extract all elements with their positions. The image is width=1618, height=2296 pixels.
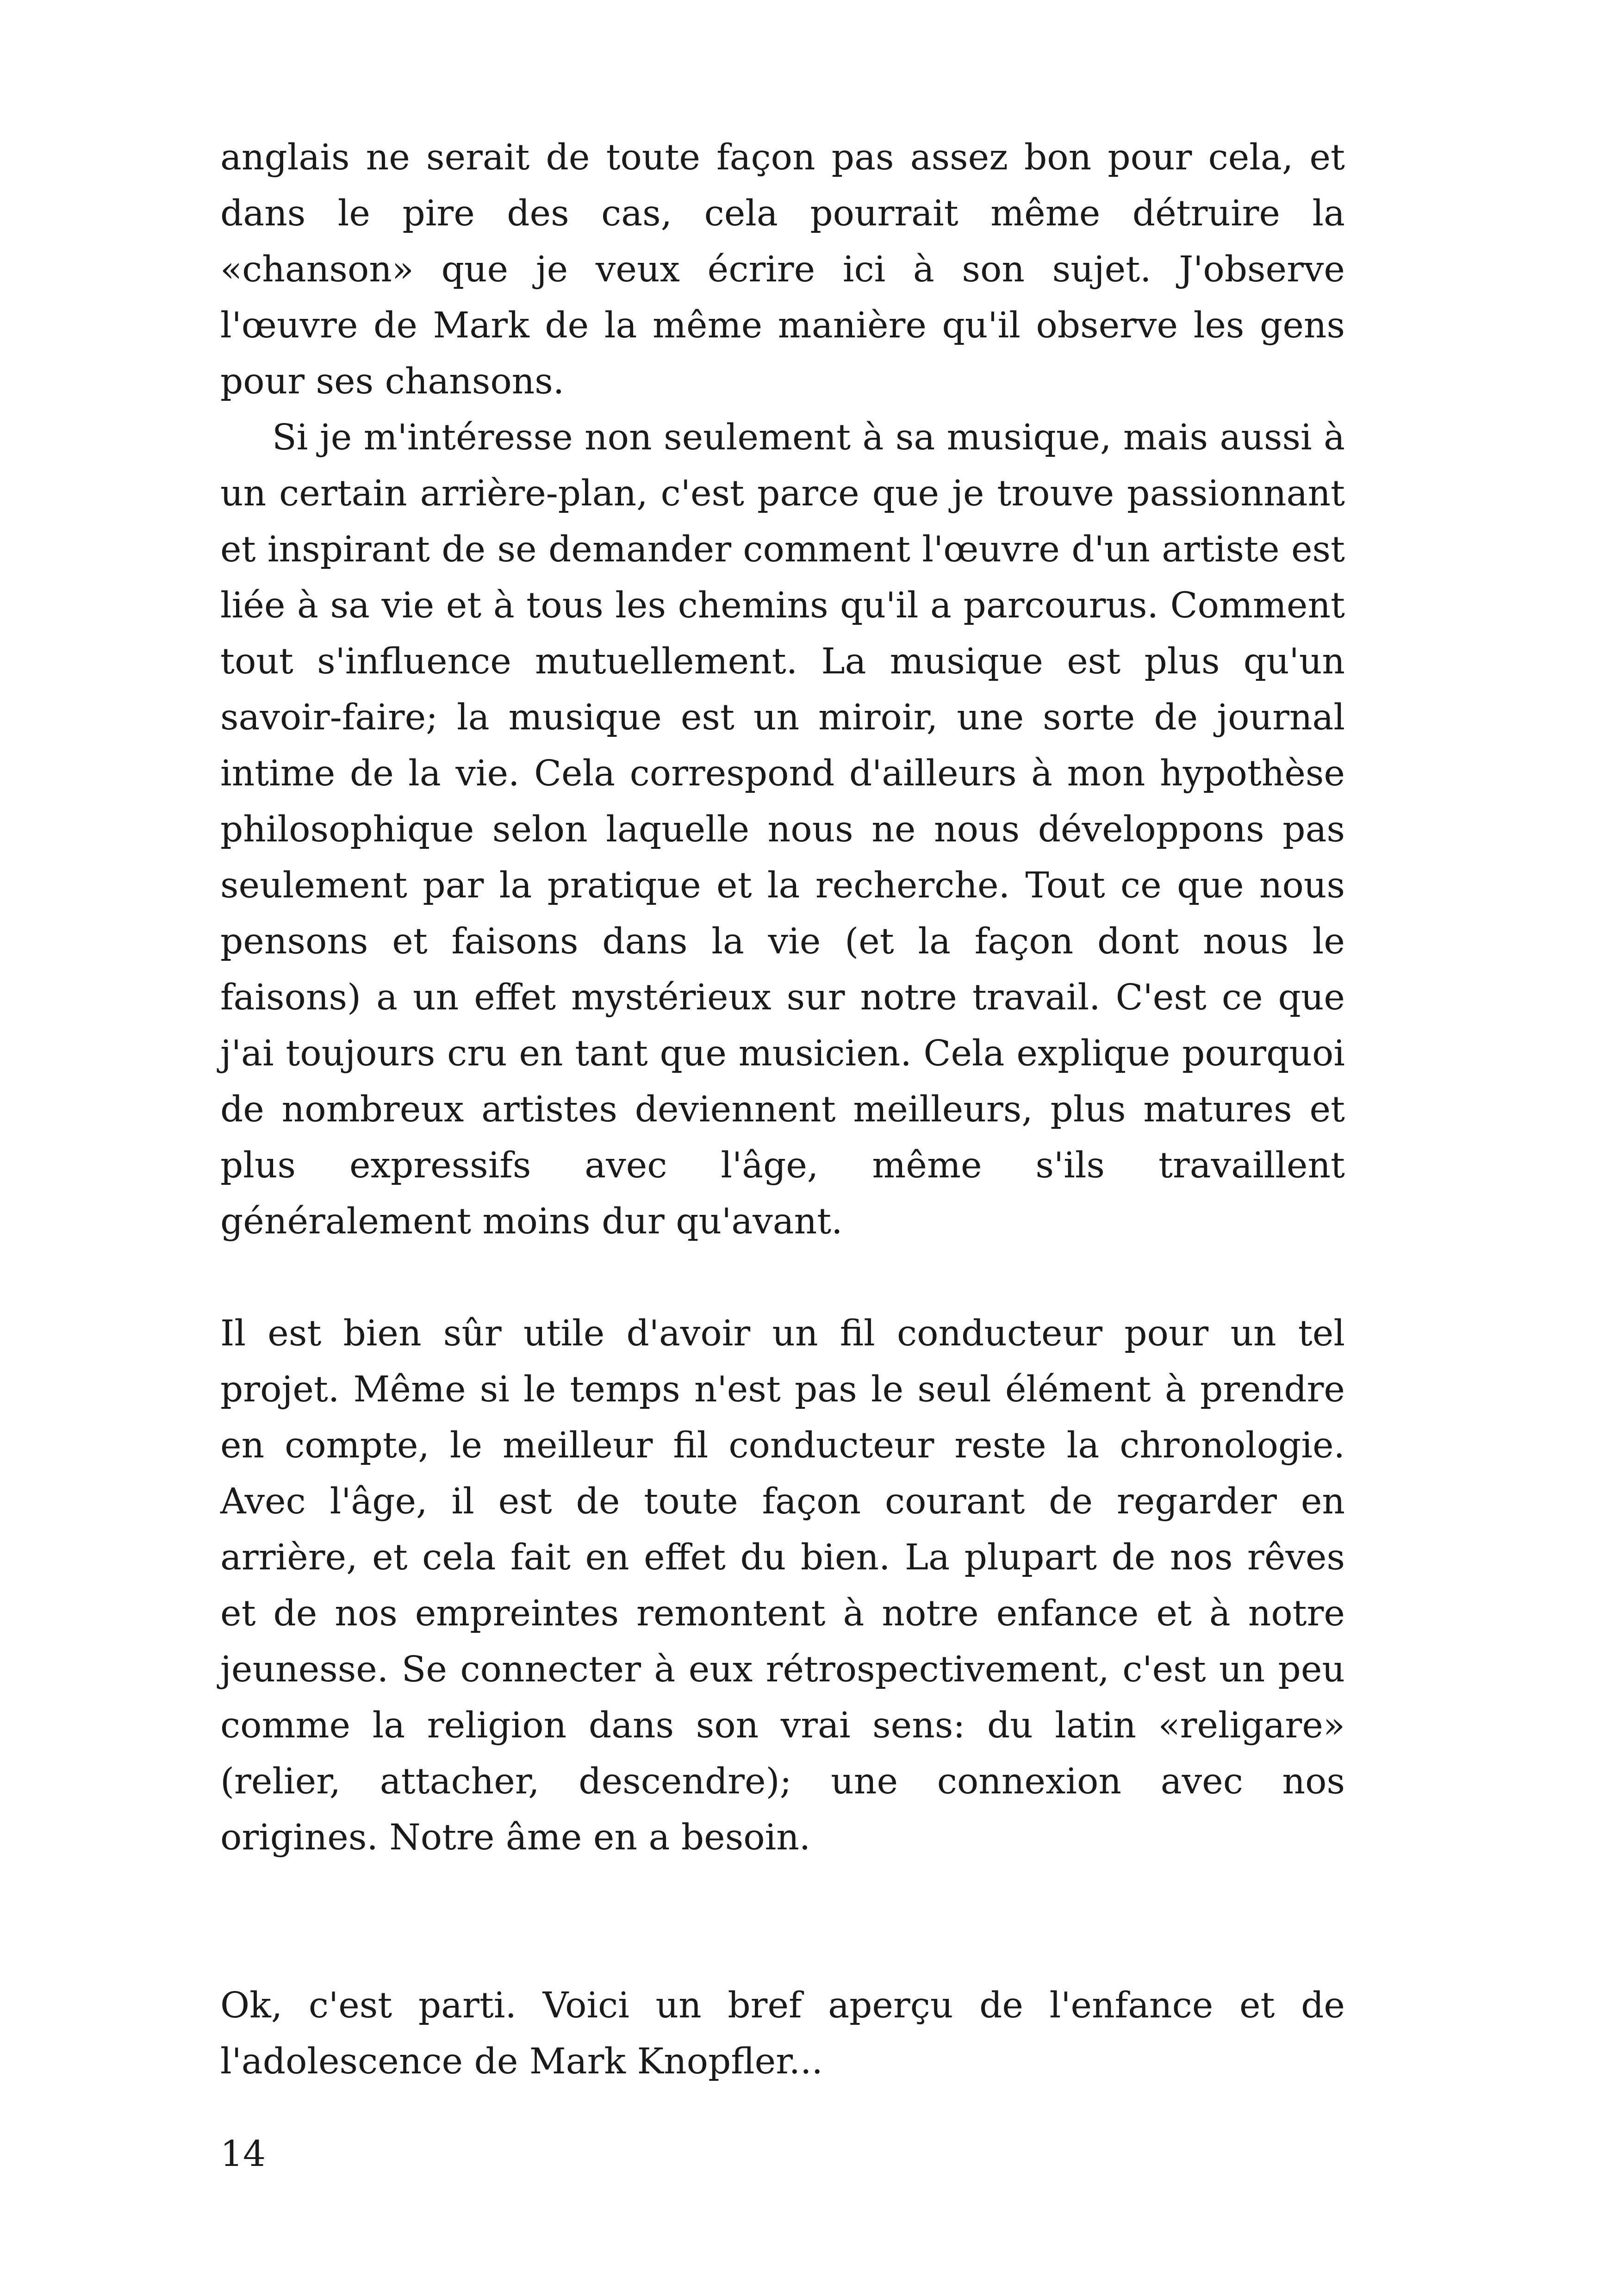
page-number: 14 [220, 2134, 266, 2175]
page-body [220, 130, 1345, 2090]
paragraph-continuation: anglais ne serait de toute façon pas assez bon pour cela, et dans le pire des cas, cela pourrait même détruire la «chanson» que je veux écrire ici à son sujet. J'observe l'œuvre de Mark de la même manière qu'il observe les gens pour ses chansons. [220, 137, 1345, 402]
paragraph-closing: Ok, c'est parti. Voici un bref aperçu de l'enfance et de l'adolescence de Mark Knopfler... [220, 1985, 1345, 2082]
paragraph-chronology: Il est bien sûr utile d'avoir un fil conducteur pour un tel projet. Même si le temps n'est pas le seul élément à prendre en compte, le meilleur fil conducteur reste la chronologie. Avec l'âge, il est de toute façon courant de regarder en arrière, et cela fait en effet du bien. La plupart de nos rêves et de nos empreintes remontent à notre enfance et à notre jeunesse. Se connecter à eux rétrospectivement, c'est un peu comme la religion dans son vrai sens: du latin «religare» (relier, attacher, descendre); une connexion avec nos origines. Notre âme en a besoin. [220, 1313, 1345, 1858]
paragraph-interest: Si je m'intéresse non seulement à sa musique, mais aussi à un certain arrière-plan, c'est parce que je trouve passionnant et inspirant de se demander comment l'œuvre d'un artiste est liée à sa vie et à tous les chemins qu'il a parcourus. Comment tout s'influence mutuellement. La musique est plus qu'un savoir-faire; la musique est un miroir, une sorte de journal intime de la vie. Cela correspond d'ailleurs à mon hypothèse philosophique selon laquelle nous ne nous développons pas seulement par la pratique et la recherche. Tout ce que nous pensons et faisons dans la vie (et la façon dont nous le faisons) a un effet mystérieux sur notre travail. C'est ce que j'ai toujours cru en tant que musicien. Cela explique pourquoi de nombreux artistes deviennent meilleurs, plus matures et plus expressifs avec l'âge, même s'ils travaillent généralement moins dur qu'avant. [220, 417, 1345, 1242]
